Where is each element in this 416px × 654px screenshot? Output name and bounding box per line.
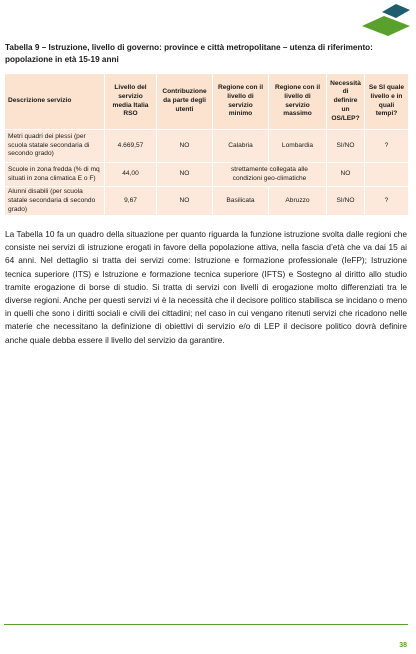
table-row [5, 163, 409, 187]
header-necessita: Necessità di definire un OS/LEP? [327, 74, 365, 130]
logo-teal-shape [382, 4, 410, 18]
body-paragraph: La Tabella 10 fa un quadro della situazione per quanto riguarda la funzione istruzione svolta dalle regioni che consiste nei servizi di istruzione erogati in favore della popolazione attiva, nella fascia d’età che va dai 15 ai 64 anni. Nel dettaglio si tratta dei servizi come: Istruzione e formazione professionale (IeFP); Istruzione tecnica superiore (ITS) e Istruzione e formazione tecnica superiore (IFTS) e Sostegno al diritto allo studio tramite erogazione di borse di studio. Si tratta di servizi con livelli di erogazione molto differenziati tra le diverse regioni. Anche per questi servizi vi è la necessità che il decisore politico stabilisca se incidano o meno in quelli che sono i diritti sociali e civili dei cittadini; nel caso in cui vengano ritenuti servizi che ricadono nelle materie che necessitano la definizione di obiettivi di servizio e/o di LEP il decisore politico dovrà definire anche quale debba essere il livello del servizio da garantire. [5, 229, 407, 345]
cell-quale [365, 163, 409, 187]
table-header-row [5, 74, 409, 130]
data-table [4, 73, 409, 216]
table-row [5, 130, 409, 163]
header-massimo: Regione con il livello di servizio massimo [269, 74, 327, 130]
cell-descrizione: Alunni disabili (per scuola statale secondaria di secondo grado) [5, 187, 105, 216]
header-livello: Livello del servizio media Italia RSO [105, 74, 157, 130]
cell-descrizione: Metri quadri dei plessi (per scuola statale secondaria di secondo grado) [5, 130, 105, 163]
header-contribuzione: Contribuzione da parte degli utenti [157, 74, 213, 130]
cell-minimo: Basilicata [213, 187, 269, 216]
cell-minmax-merged: strettamente collegata alle condizioni geo-climatiche [213, 163, 327, 187]
cell-descrizione: Scuole in zona fredda (% di mq situati in zona climatica E o F) [5, 163, 105, 187]
header-quale: Se SI quale livello e in quali tempi? [365, 74, 409, 130]
header-descrizione: Descrizione servizio [5, 74, 105, 130]
cell-contribuzione: NO [157, 130, 213, 163]
cell-contribuzione: NO [157, 163, 213, 187]
cell-contribuzione: NO [157, 187, 213, 216]
cell-livello: 9,67 [105, 187, 157, 216]
logo-green-shape [362, 16, 410, 36]
cell-massimo: Abruzzo [269, 187, 327, 216]
cell-livello: 4.669,57 [105, 130, 157, 163]
cell-quale: ? [365, 187, 409, 216]
cell-necessita: NO [327, 163, 365, 187]
cell-livello: 44,00 [105, 163, 157, 187]
logo [360, 4, 412, 36]
cell-massimo: Lombardia [269, 130, 327, 163]
cell-minimo: Calabria [213, 130, 269, 163]
footer-divider [4, 624, 408, 625]
header-minimo: Regione con il livello di servizio minimo [213, 74, 269, 130]
table-caption: Tabella 9 – Istruzione, livello di governo: province e città metropolitane – utenza di riferimento: popolazione in età 15-19 anni [5, 43, 373, 64]
cell-quale: ? [365, 130, 409, 163]
table-row [5, 187, 409, 216]
page-number: 38 [399, 642, 407, 649]
cell-necessita: SI/NO [327, 187, 365, 216]
cell-necessita: SI/NO [327, 130, 365, 163]
